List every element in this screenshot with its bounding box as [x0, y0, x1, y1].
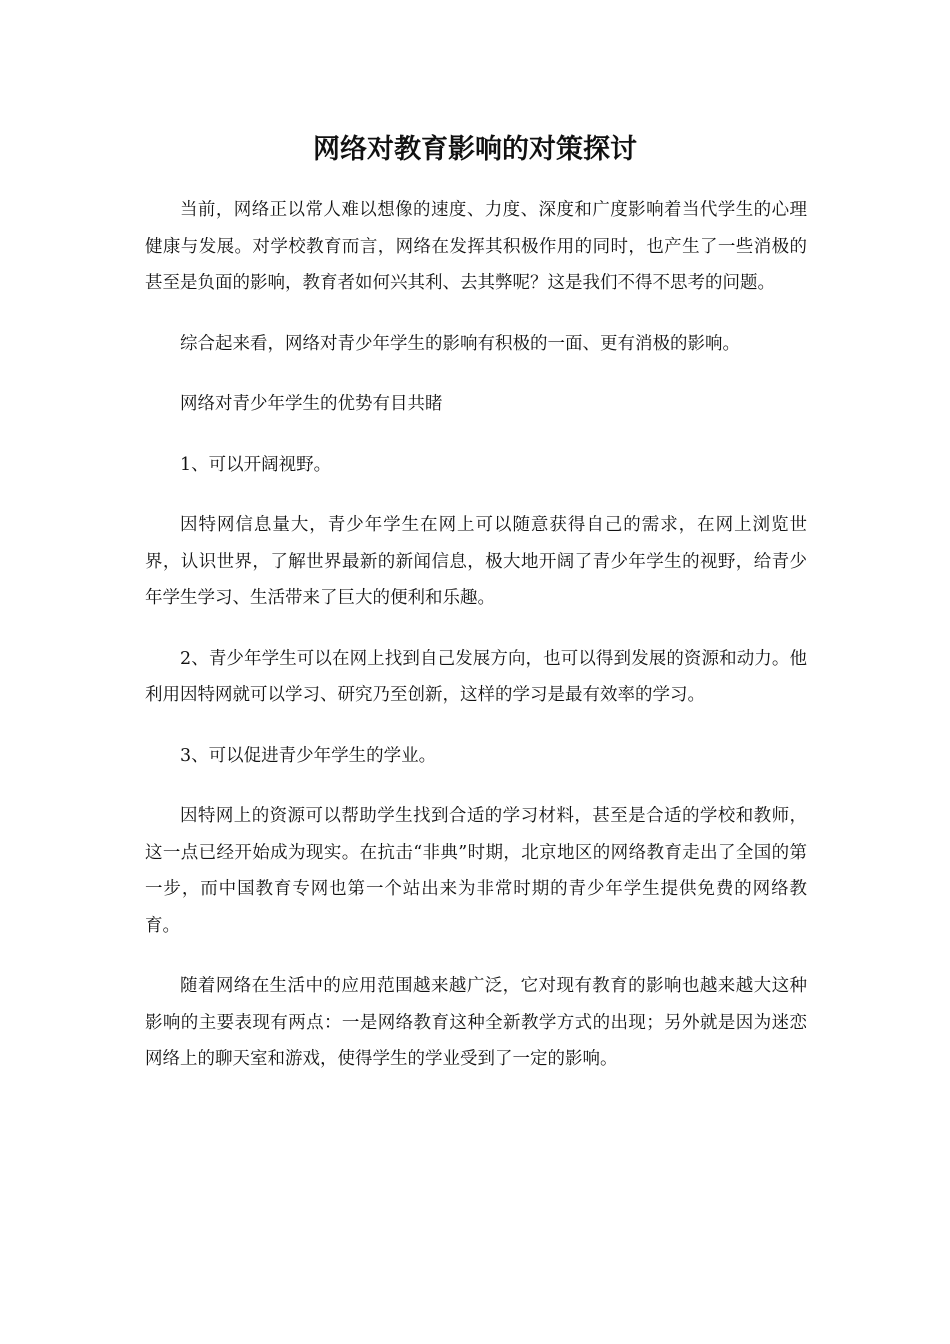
paragraph-intro: 当前，网络正以常人难以想像的速度、力度、深度和广度影响着当代学生的心理健康与发展。对学校教育而言，网络在发挥其积极作用的同时，也产生了一些消极的甚至是负面的影响，教育者如何兴其利、去其弊呢？这是我们不得不思考的问题。: [145, 200, 807, 293]
paragraph-heading-advantages: 网络对青少年学生的优势有目共睹: [180, 394, 443, 414]
document-title: 网络对教育影响的对策探讨: [313, 134, 637, 165]
paragraph-point-2: 2、青少年学生可以在网上找到自己发展方向，也可以得到发展的资源和动力。他利用因特网就可以学习、研究乃至创新，这样的学习是最有效率的学习。: [145, 648, 807, 705]
paragraph-influence: 随着网络在生活中的应用范围越来越广泛，它对现有教育的影响也越来越大这种影响的主要表现有两点：一是网络教育这种全新教学方式的出现；另外就是因为迷恋网络上的聊天室和游戏，使得学生的学业受到了一定的影响。: [145, 976, 807, 1069]
document-body: [145, 192, 807, 1102]
paragraph-point-1-detail: 因特网信息量大，青少年学生在网上可以随意获得自己的需求，在网上浏览世界，认识世界，了解世界最新的新闻信息，极大地开阔了青少年学生的视野，给青少年学生学习、生活带来了巨大的便利和乐趣。: [145, 515, 807, 608]
paragraph-point-1: 1、可以开阔视野。: [180, 454, 332, 475]
paragraph-point-3: 3、可以促进青少年学生的学业。: [180, 745, 437, 766]
paragraph-point-3-detail: 因特网上的资源可以帮助学生找到合适的学习材料，甚至是合适的学校和教师，这一点已经开始成为现实。在抗击“非典”时期，北京地区的网络教育走出了全国的第一步，而中国教育专网也第一个站出来为非常时期的青少年学生提供免费的网络教育。: [145, 806, 807, 936]
paragraph-summary: 综合起来看，网络对青少年学生的影响有积极的一面、更有消极的影响。: [180, 333, 740, 354]
